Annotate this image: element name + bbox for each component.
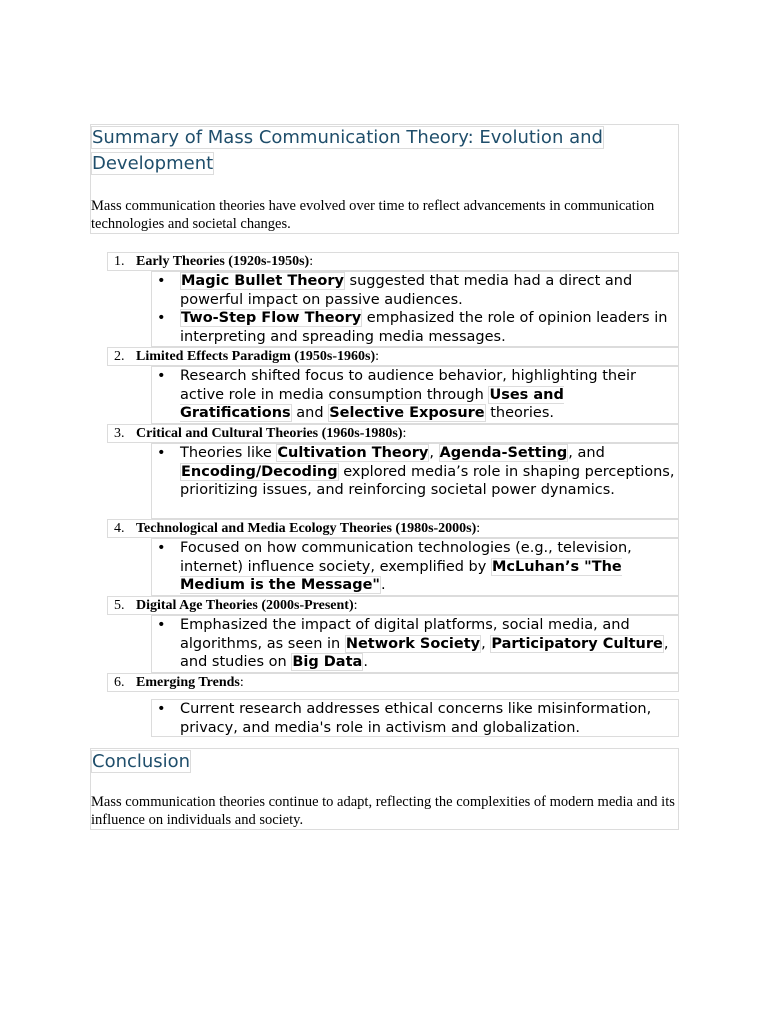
bullet-list-5 [151,615,679,673]
list-item-6: 6. Emerging Trends: [107,673,679,692]
bullet-item: • Current research addresses ethical concerns like misinformation, privacy, and media's role in activism and globalization. [157,701,652,736]
bullet-list-1 [151,271,679,347]
conclusion-section [90,748,679,830]
list-item-2: 2. Limited Effects Paradigm (1950s-1960s): [107,347,679,366]
bullet-list-6 [151,699,679,737]
conclusion-paragraph: Mass communication theories continue to adapt, reflecting the complexities of modern media and its influence on individuals and society. [91,794,675,828]
bullet-list-4 [151,538,679,596]
bullet-list-3 [151,443,679,519]
page-title: Summary of Mass Communication Theory: Evolution and Development [92,127,603,174]
bullet-item: • Two-Step Flow Theory emphasized the role of opinion leaders in interpreting and spreading media messages. [157,310,668,345]
bullet-item: • Emphasized the impact of digital platforms, social media, and algorithms, as seen in Network Society, Participatory Culture, and studies on Big Data. [157,617,669,670]
document-page [90,124,679,830]
list-item-3: 3. Critical and Cultural Theories (1960s-1980s): [107,424,679,443]
conclusion-title: Conclusion [92,751,191,772]
bullet-item: • Magic Bullet Theory suggested that media had a direct and powerful impact on passive audiences. [157,273,633,308]
list-item-4: 4. Technological and Media Ecology Theories (1980s-2000s): [107,519,679,538]
intro-paragraph: Mass communication theories have evolved over time to reflect advancements in communication technologies and societal changes. [91,198,655,232]
bullet-list-2 [151,366,679,424]
bullet-item: • Focused on how communication technologies (e.g., television, internet) influence society, exemplified by McLuhan’s "The Medium is the Message". [157,540,632,593]
bullet-item: • Research shifted focus to audience behavior, highlighting their active role in media consumption through Uses and Gratifications and Selective Exposure theories. [157,368,636,421]
list-item-1: 1. Early Theories (1920s-1950s): [107,252,679,271]
title-section [90,124,679,234]
bullet-item: • Theories like Cultivation Theory, Agenda-Setting, and Encoding/Decoding explored media’s role in shaping perceptions, prioritizing issues, and reinforcing societal power dynamics. [157,445,675,498]
list-item-5: 5. Digital Age Theories (2000s-Present): [107,596,679,615]
